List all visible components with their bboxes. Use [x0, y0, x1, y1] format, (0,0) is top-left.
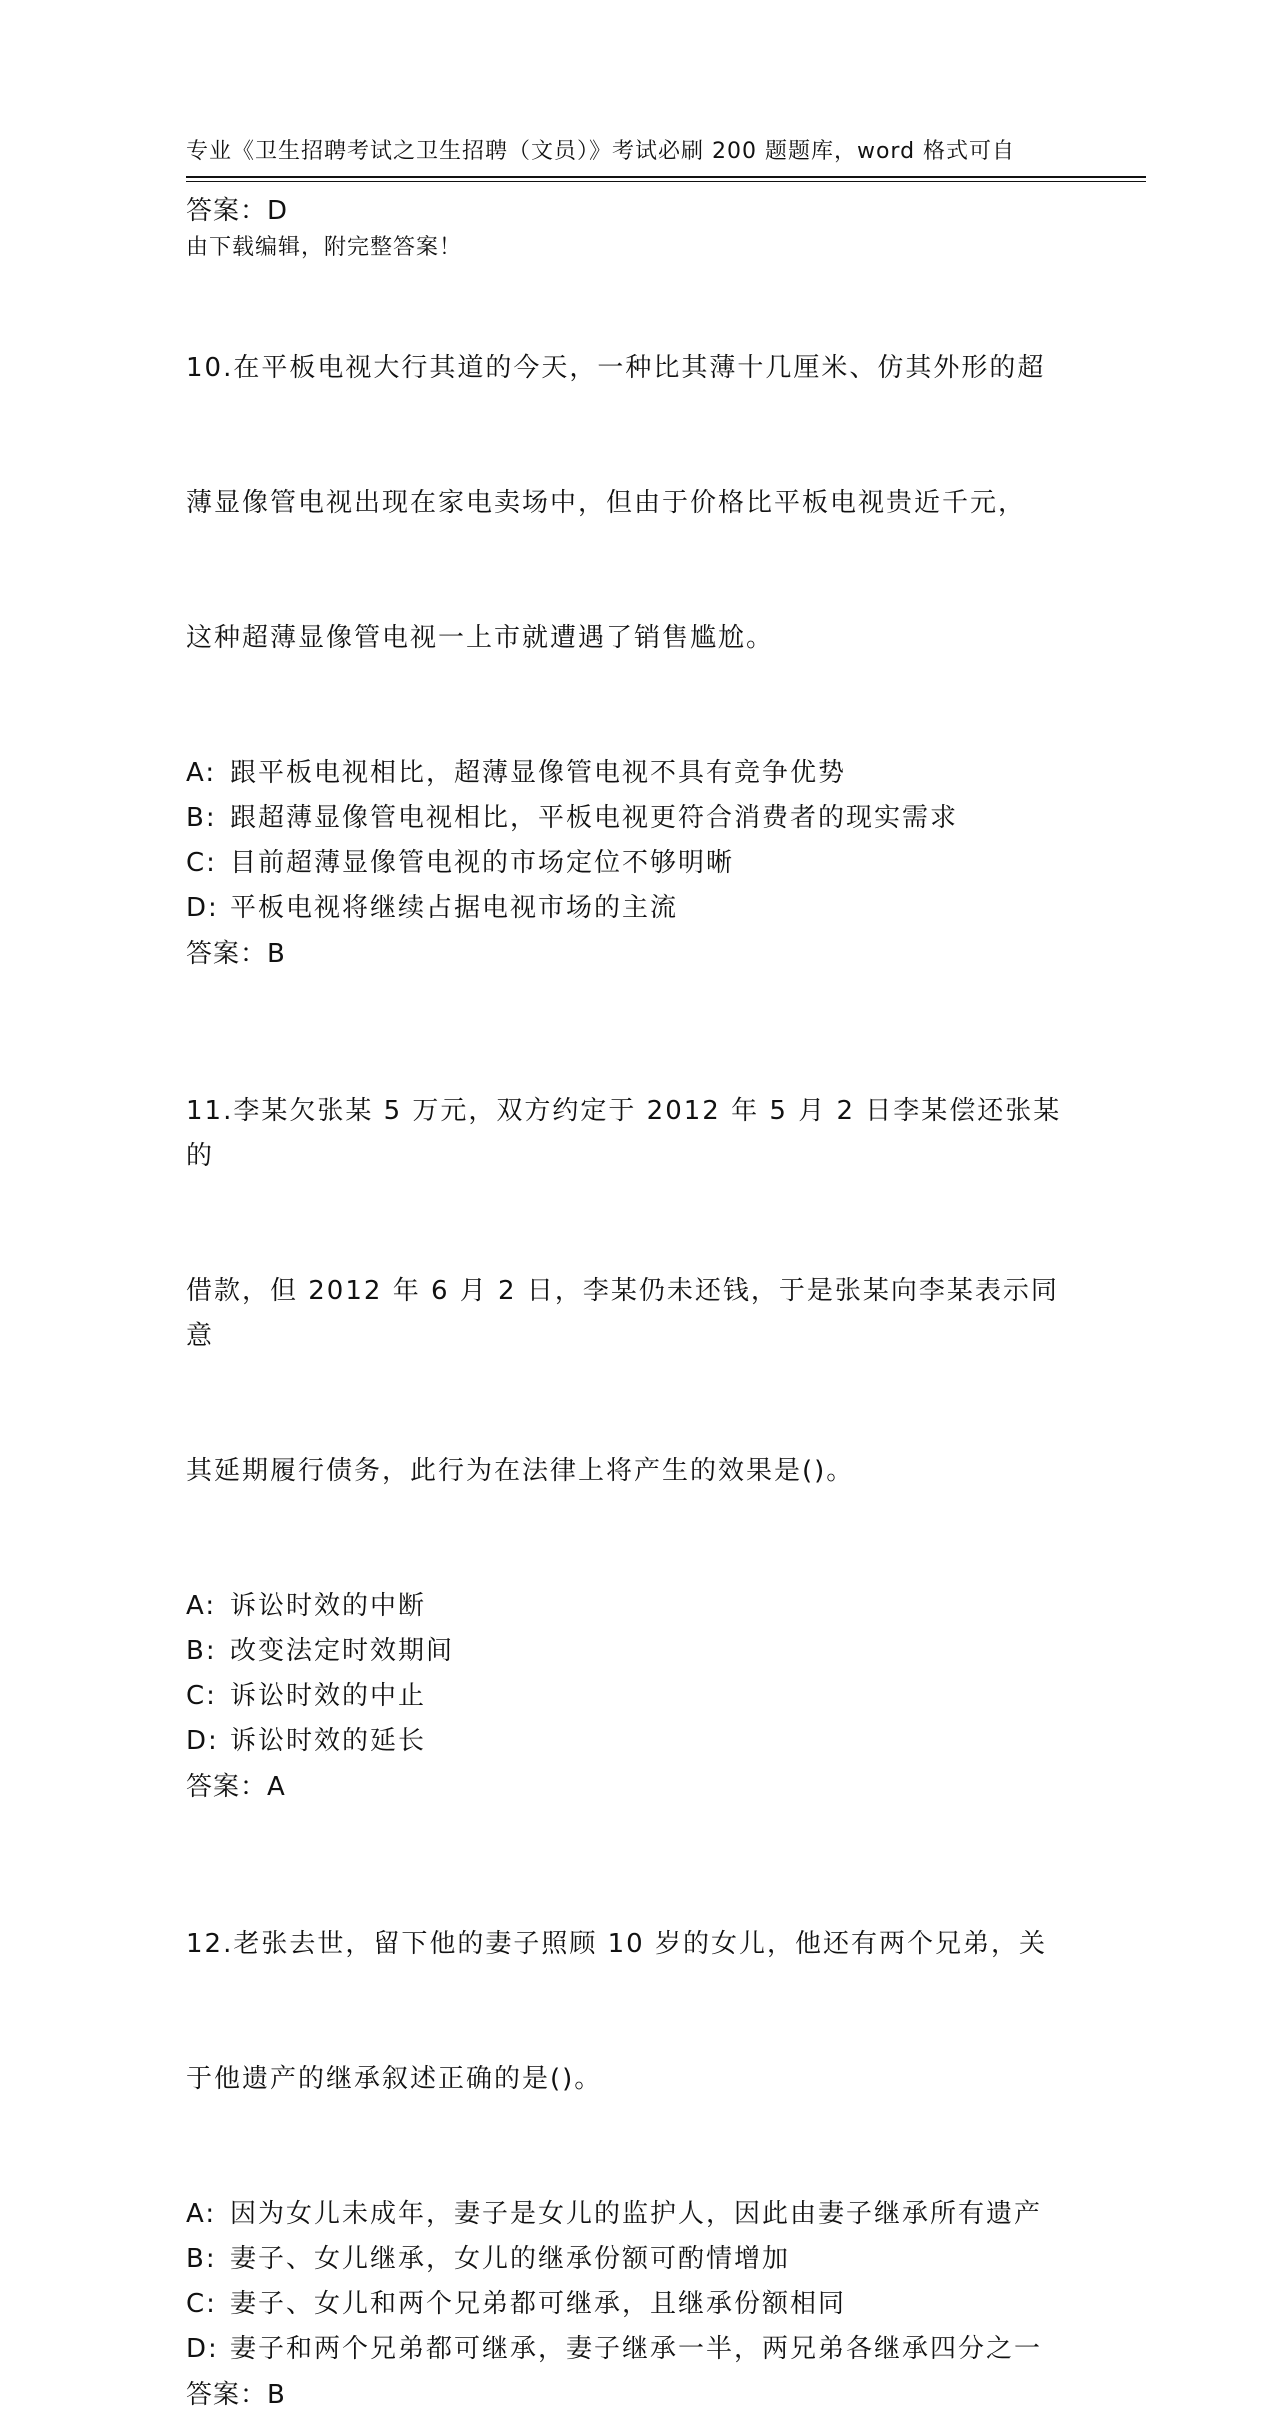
option-text: 诉讼时效的中断: [230, 1591, 427, 1621]
option-text: 诉讼时效的延长: [230, 1726, 427, 1756]
question-line: 于他遗产的继承叙述正确的是()。: [186, 2064, 603, 2094]
question-line: 12.老张去世，留下他的妻子照顾 10 岁的女儿，他还有两个兄弟，关: [186, 1929, 1047, 1959]
option-text: 目前超薄显像管电视的市场定位不够明晰: [230, 848, 735, 878]
option-text: 因为女儿未成年，妻子是女儿的监护人，因此由妻子继承所有遗产: [230, 2199, 1043, 2229]
option-key: B:: [186, 1636, 217, 1666]
option-a: [186, 751, 1086, 796]
question-12: [186, 1832, 1086, 2418]
question-text: [186, 999, 1086, 1584]
option-b: [186, 796, 1086, 841]
question-text: [186, 256, 1086, 751]
option-d: [186, 886, 1086, 931]
option-text: 跟平板电视相比，超薄显像管电视不具有竞争优势: [230, 758, 847, 788]
header-divider-thick: [186, 176, 1146, 178]
option-key: C:: [186, 848, 217, 878]
answer-line: 答案：B: [186, 2380, 286, 2410]
question-line: 其延期履行债务，此行为在法律上将产生的效果是()。: [186, 1456, 855, 1486]
question-text: [186, 1832, 1086, 2192]
header-divider-thin: [186, 181, 1146, 182]
option-text: 平板电视将继续占据电视市场的主流: [230, 893, 679, 923]
answer-line: 答案：A: [186, 1772, 286, 1802]
question-line: 薄显像管电视出现在家电卖场中，但由于价格比平板电视贵近千元，: [186, 488, 1027, 518]
option-key: C:: [186, 1681, 217, 1711]
header-line-1: 专业《卫生招聘考试之卫生招聘（文员）》考试必刷 200 题题库，word 格式可自: [186, 139, 1016, 164]
option-key: D:: [186, 1726, 219, 1756]
question-line: 10.在平板电视大行其道的今天，一种比其薄十几厘米、仿其外形的超: [186, 353, 1046, 383]
option-text: 跟超薄显像管电视相比，平板电视更符合消费者的现实需求: [230, 803, 959, 833]
previous-answer: 答案：D: [186, 196, 289, 226]
option-d: [186, 2327, 1086, 2372]
option-c: [186, 1674, 1086, 1719]
option-key: A:: [186, 2199, 217, 2229]
question-10: [186, 256, 1086, 977]
option-text: 妻子和两个兄弟都可继承，妻子继承一半，两兄弟各继承四分之一: [230, 2334, 1043, 2364]
option-key: C:: [186, 2289, 217, 2319]
option-text: 诉讼时效的中止: [230, 1681, 427, 1711]
option-c: [186, 2282, 1086, 2327]
question-list: [186, 188, 1086, 2418]
option-key: B:: [186, 803, 217, 833]
option-text: 妻子、女儿和两个兄弟都可继承，且继承份额相同: [230, 2289, 847, 2319]
option-key: B:: [186, 2244, 217, 2274]
option-key: A:: [186, 1591, 217, 1621]
option-d: [186, 1719, 1086, 1764]
option-b: [186, 2237, 1086, 2282]
option-a: [186, 1584, 1086, 1629]
answer-line: 答案：B: [186, 939, 286, 969]
option-key: A:: [186, 758, 217, 788]
option-c: [186, 841, 1086, 886]
question-line: 这种超薄显像管电视一上市就遭遇了销售尴尬。: [186, 623, 775, 653]
option-key: D:: [186, 2334, 219, 2364]
question-line: 11.李某欠张某 5 万元，双方约定于 2012 年 5 月 2 日李某偿还张某的: [186, 1096, 1062, 1171]
option-b: [186, 1629, 1086, 1674]
question-11: [186, 999, 1086, 1810]
option-key: D:: [186, 893, 219, 923]
option-text: 妻子、女儿继承，女儿的继承份额可酌情增加: [230, 2244, 791, 2274]
header-line-2: 由下载编辑，附完整答案！: [186, 235, 463, 260]
option-text: 改变法定时效期间: [230, 1636, 455, 1666]
question-line: 借款，但 2012 年 6 月 2 日，李某仍未还钱，于是张某向李某表示同意: [186, 1276, 1059, 1351]
option-a: [186, 2192, 1086, 2237]
